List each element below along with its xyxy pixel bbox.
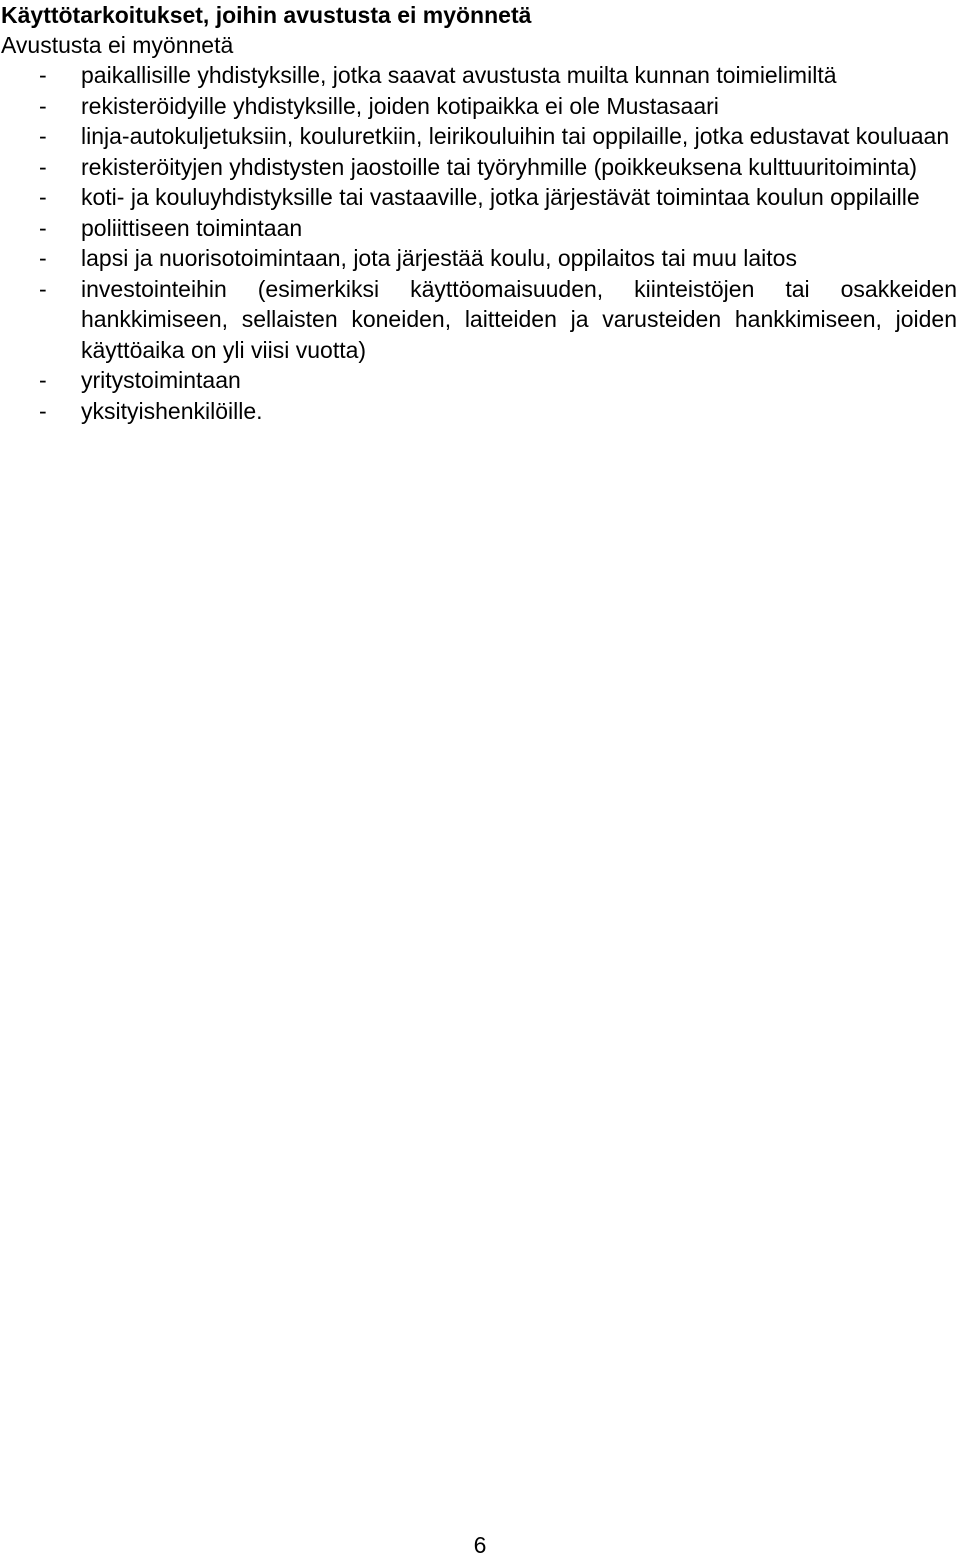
list-item-text: linja-autokuljetuksiin, kouluretkiin, leirikouluihin tai oppilaille, jotka edustavat kouluaan bbox=[81, 123, 950, 149]
bullet-dash: - bbox=[39, 367, 47, 393]
list-item-text: rekisteröityjen yhdistysten jaostoille tai työryhmille (poikkeuksena kulttuuritoiminta) bbox=[81, 153, 918, 180]
list-item-text: poliittiseen toimintaan bbox=[81, 214, 303, 241]
bullet-dash: - bbox=[39, 275, 47, 302]
list-item bbox=[1, 365, 957, 396]
bullet-dash: - bbox=[39, 397, 47, 424]
section-heading: Käyttötarkoitukset, joihin avustusta ei myönnetä bbox=[1, 2, 532, 28]
bullet-dash: - bbox=[39, 184, 47, 210]
list-item-text: yksityishenkilöille. bbox=[81, 397, 263, 424]
list-item bbox=[1, 274, 957, 366]
list-item bbox=[1, 213, 957, 244]
list-item-text: paikallisille yhdistyksille, jotka saavat avustusta muilta kunnan toimielimiltä bbox=[81, 62, 837, 88]
list-item-text: investointeihin (esimerkiksi käyttöomaisuuden, kiinteistöjen tai osakkeiden hankkimiseen, sellaisten koneiden, laitteiden ja varusteiden hankkimiseen, joiden käyttöaika on yli viisi vuotta) bbox=[81, 275, 957, 363]
section-subheading: Avustusta ei myönnetä bbox=[1, 32, 234, 58]
bullet-dash: - bbox=[39, 92, 47, 119]
bullet-dash: - bbox=[39, 153, 47, 180]
list-item bbox=[1, 152, 957, 183]
bullet-dash: - bbox=[39, 214, 47, 241]
list-item bbox=[1, 396, 957, 427]
list-item-text: rekisteröidyille yhdistyksille, joiden kotipaikka ei ole Mustasaari bbox=[81, 92, 719, 119]
bullet-dash: - bbox=[39, 62, 47, 88]
bullet-dash: - bbox=[39, 245, 47, 271]
list-item bbox=[1, 243, 957, 274]
list-item bbox=[1, 182, 957, 213]
list-item-text: koti- ja kouluyhdistyksille tai vastaaville, jotka järjestävät toimintaa koulun oppilaille bbox=[81, 184, 920, 210]
page-number: 6 bbox=[473, 1532, 487, 1558]
list-item-text: yritystoimintaan bbox=[81, 367, 241, 393]
exclusion-list bbox=[1, 60, 957, 426]
document-page bbox=[1, 0, 957, 426]
bullet-dash: - bbox=[39, 123, 47, 149]
list-item bbox=[1, 60, 957, 91]
list-item bbox=[1, 121, 957, 152]
list-item bbox=[1, 91, 957, 122]
list-item-text: lapsi ja nuorisotoimintaan, jota järjestää koulu, oppilaitos tai muu laitos bbox=[81, 245, 797, 271]
